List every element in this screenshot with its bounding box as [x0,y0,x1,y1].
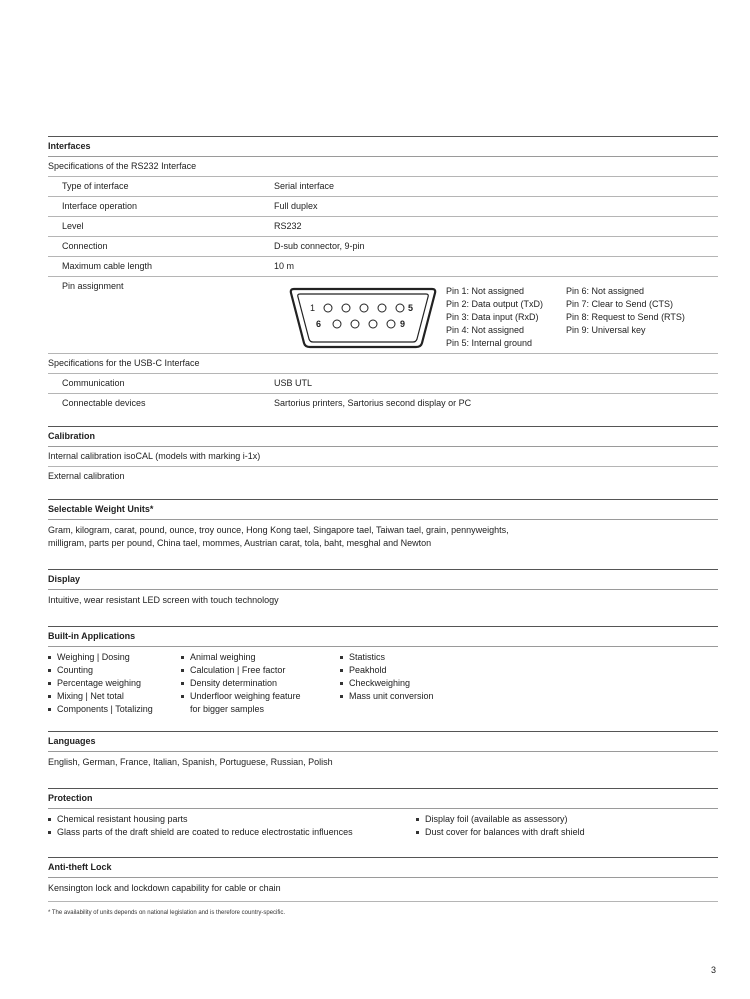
languages-text: English, German, France, Italian, Spanish, Portuguese, Russian, Polish [48,757,333,767]
weight-units-line: Gram, kilogram, carat, pound, ounce, troy ounce, Hong Kong tael, Singapore tael, Taiwan tael, grain, pennyweights, [48,525,509,535]
list-item: Animal weighing [181,651,340,664]
languages-section [48,731,718,775]
spec-key: Connectable devices [62,398,146,408]
pin-list-left [446,285,566,353]
protection-col-1 [48,813,416,839]
spec-row-level [48,217,718,237]
pin-item: Pin 9: Universal key [566,325,646,335]
spec-key: Communication [62,378,125,388]
spec-key: Maximum cable length [62,261,153,271]
list-item: Checkweighing [340,677,540,690]
pin-item: Pin 7: Clear to Send (CTS) [566,299,674,309]
list-item: Mass unit conversion [340,690,540,703]
pin-list-right [566,285,706,353]
list-item: Counting [48,664,181,677]
spec-key: Level [62,221,84,231]
applications-list [48,647,718,721]
spec-value: USB UTL [274,378,313,388]
pin-item: Pin 5: Internal ground [446,338,533,348]
usb-title: Specifications for the USB-C Interface [48,354,718,374]
spec-row-devices [48,394,718,413]
page-number: 3 [711,965,717,975]
pin-item: Pin 1: Not assigned [446,286,525,296]
rs232-title: Specifications of the RS232 Interface [48,157,718,177]
list-item-continuation: for bigger samples [190,704,265,714]
list-item: Weighing | Dosing [48,651,181,664]
spec-key: Type of interface [62,181,129,191]
pin-assignment-label: Pin assignment [62,281,124,291]
list-item: Density determination [181,677,340,690]
list-item: Percentage weighing [48,677,181,690]
spec-key: Interface operation [62,201,138,211]
spec-row-operation [48,197,718,217]
pin-item: Pin 3: Data input (RxD) [446,312,539,322]
spec-value: Serial interface [274,181,335,191]
pin-item: Pin 2: Data output (TxD) [446,299,544,309]
interfaces-heading: Interfaces [48,136,718,157]
spec-value: Full duplex [274,201,318,211]
list-item: Mixing | Net total [48,690,181,703]
applications-heading: Built-in Applications [48,626,718,647]
weight-units-heading: Selectable Weight Units* [48,499,718,520]
languages-heading: Languages [48,731,718,752]
spec-row-type [48,177,718,197]
spec-row-cable-length [48,257,718,277]
applications-section [48,626,718,721]
weight-units-text [48,520,718,556]
pin-assignment-row [48,277,718,354]
weight-units-line: milligram, parts per pound, China tael, mommes, Austrian carat, tola, baht, mesghal and Newton [48,538,432,548]
connector-pin-6-label: 6 [316,319,322,329]
protection-list [48,809,718,844]
dsub-connector-icon [288,283,438,353]
footnote: * The availability of units depends on national legislation and is therefore country-specific. [48,910,286,916]
protection-heading: Protection [48,788,718,809]
calibration-heading: Calibration [48,426,718,447]
spec-value: D-sub connector, 9-pin [274,241,365,251]
applications-col-1 [48,651,181,716]
weight-units-section [48,499,718,556]
pin-item: Pin 8: Request to Send (RTS) [566,312,685,322]
spec-value: 10 m [274,261,295,271]
interfaces-section [48,136,718,413]
connector-pin-1-label: 1 [310,303,316,313]
spec-value: RS232 [274,221,302,231]
applications-col-2 [181,651,340,716]
pin-item: Pin 4: Not assigned [446,325,525,335]
list-item: Peakhold [340,664,540,677]
protection-section [48,788,718,844]
applications-col-3 [340,651,540,716]
protection-col-2 [416,813,696,839]
list-item: Components | Totalizing [48,703,181,716]
spec-row-connection [48,237,718,257]
pin-item: Pin 6: Not assigned [566,286,645,296]
list-item: Underfloor weighing feature [181,690,340,703]
display-heading: Display [48,569,718,590]
list-item: Display foil (available as assessory) [416,813,696,826]
spec-sheet [48,136,718,916]
display-text: Intuitive, wear resistant LED screen with touch technology [48,595,279,605]
spec-value: Sartorius printers, Sartorius second display or PC [274,398,472,408]
list-item: Chemical resistant housing parts [48,813,416,826]
spec-row-communication [48,374,718,394]
antitheft-section [48,857,718,902]
list-item: Statistics [340,651,540,664]
calibration-section [48,426,718,486]
antitheft-text: Kensington lock and lockdown capability for cable or chain [48,878,718,902]
list-item: Glass parts of the draft shield are coated to reduce electrostatic influences [48,826,416,839]
connector-pin-9-label: 9 [400,319,406,329]
calibration-item: External calibration [48,471,125,481]
display-section [48,569,718,613]
antitheft-heading: Anti-theft Lock [48,857,718,878]
calibration-item: Internal calibration isoCAL (models with marking i-1x) [48,447,718,467]
connector-pin-5-label: 5 [408,303,414,313]
list-item: Dust cover for balances with draft shield [416,826,696,839]
spec-key: Connection [62,241,108,251]
list-item: Calculation | Free factor [181,664,340,677]
